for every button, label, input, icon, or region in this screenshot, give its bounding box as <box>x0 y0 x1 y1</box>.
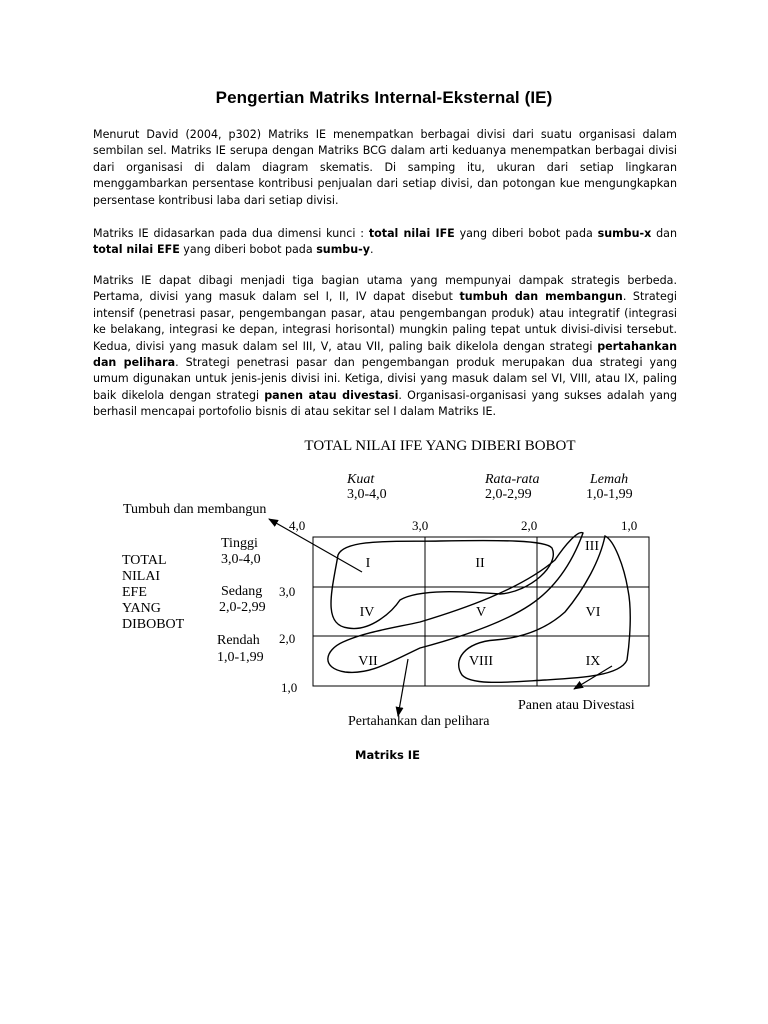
annotation-grow: Tumbuh dan membangun <box>123 502 267 517</box>
y-tick-1: 1,0 <box>281 680 298 695</box>
row-header-tinggi: Tinggi <box>221 536 258 551</box>
x-tick-1: 1,0 <box>621 518 638 533</box>
figure-caption: Matriks IE <box>355 748 420 762</box>
paragraph-dimensions: Matriks IE didasarkan pada dua dimensi kunci : total nilai IFE yang diberi bobot pada sumbu-x dan total nilai EFE yang diberi bobot pada sumbu-y. <box>93 227 677 257</box>
col-range-rata-rata: 2,0-2,99 <box>485 487 532 502</box>
row-range-rendah: 1,0-1,99 <box>217 650 264 665</box>
y-axis-title-line2: NILAI <box>122 569 161 584</box>
cell-V: V <box>475 605 487 620</box>
row-header-rendah: Rendah <box>217 633 260 648</box>
x-tick-2: 2,0 <box>521 518 538 533</box>
cell-VI: VI <box>585 605 601 620</box>
annotation-harvest: Panen atau Divestasi <box>518 698 635 713</box>
col-header-kuat: Kuat <box>347 472 375 487</box>
y-axis-title-line1: TOTAL <box>122 553 167 568</box>
ife-axis-heading: TOTAL NILAI IFE YANG DIBERI BOBOT <box>304 438 576 454</box>
y-axis-title-line4: YANG <box>122 601 161 616</box>
cell-VII: VII <box>358 654 378 669</box>
hold-arrow <box>398 659 408 716</box>
y-tick-2: 2,0 <box>279 631 296 646</box>
x-tick-3: 3,0 <box>412 518 429 533</box>
col-range-kuat: 3,0-4,0 <box>347 487 387 502</box>
col-header-rata-rata: Rata-rata <box>485 472 540 487</box>
paragraph-intro: Menurut David (2004, p302) Matriks IE menempatkan berbagai divisi dari suatu organisasi dalam sembilan sel. Matriks IE serupa dengan Matriks BCG dalam arti keduanya menempatkan berbagai divisi dari organisasi di dalam diagram skematis. Di samping itu, ukuran dari setiap lingkaran menggambarkan persentase kontribusi penjualan dari setiap divisi, dan potongan kue mengungkapkan persentase kontribusi laba dari setiap divisi. <box>93 128 677 207</box>
y-axis-title-line3: EFE <box>122 585 147 600</box>
row-range-tinggi: 3,0-4,0 <box>221 552 261 567</box>
cell-III: III <box>585 539 599 554</box>
grow-arrow <box>269 519 362 572</box>
col-range-lemah: 1,0-1,99 <box>586 487 633 502</box>
cell-II: II <box>475 556 485 571</box>
hold-region-loop <box>328 533 583 673</box>
paragraph-strategies: Matriks IE dapat dibagi menjadi tiga bagian utama yang mempunyai dampak strategis berbeda. Pertama, divisi yang masuk dalam sel I, II, IV dapat disebut tumbuh dan membangun. Strategi intensif (penetrasi pasar, pengembangan pasar, atau pengembangan produk) atau integratif (integrasi ke belakang, integrasi ke depan, integrasi horisontal) mungkin paling tepat untuk divisi-divisi tersebut. Kedua, divisi yang masuk dalam sel III, V, atau VII, paling baik dikelola dengan strategi pertahankan dan pelihara. Strategi penetrasi pasar dan pengembangan produk merupakan dua strategi yang umum digunakan untuk jenis-jenis divisi ini. Ketiga, divisi yang masuk dalam sel VI, VIII, atau IX, paling baik dikelola dengan strategi panen atau divestasi. Organisasi-organisasi yang sukses adalah yang berhasil mencapai portofolio bisnis di atau sekitar sel I dalam Matriks IE. <box>93 274 677 419</box>
page-title: Pengertian Matriks Internal-Eksternal (IE) <box>215 88 553 107</box>
row-range-sedang: 2,0-2,99 <box>219 600 266 615</box>
annotation-hold: Pertahankan dan pelihara <box>348 714 490 729</box>
cell-IV: IV <box>359 605 375 620</box>
cell-VIII: VIII <box>468 654 494 669</box>
row-header-sedang: Sedang <box>221 584 263 599</box>
x-tick-4: 4,0 <box>289 518 306 533</box>
col-header-lemah: Lemah <box>590 472 629 487</box>
y-tick-3: 3,0 <box>279 584 296 599</box>
y-axis-title-line5: DIBOBOT <box>122 617 185 632</box>
cell-IX: IX <box>585 654 601 669</box>
cell-I: I <box>365 556 371 571</box>
